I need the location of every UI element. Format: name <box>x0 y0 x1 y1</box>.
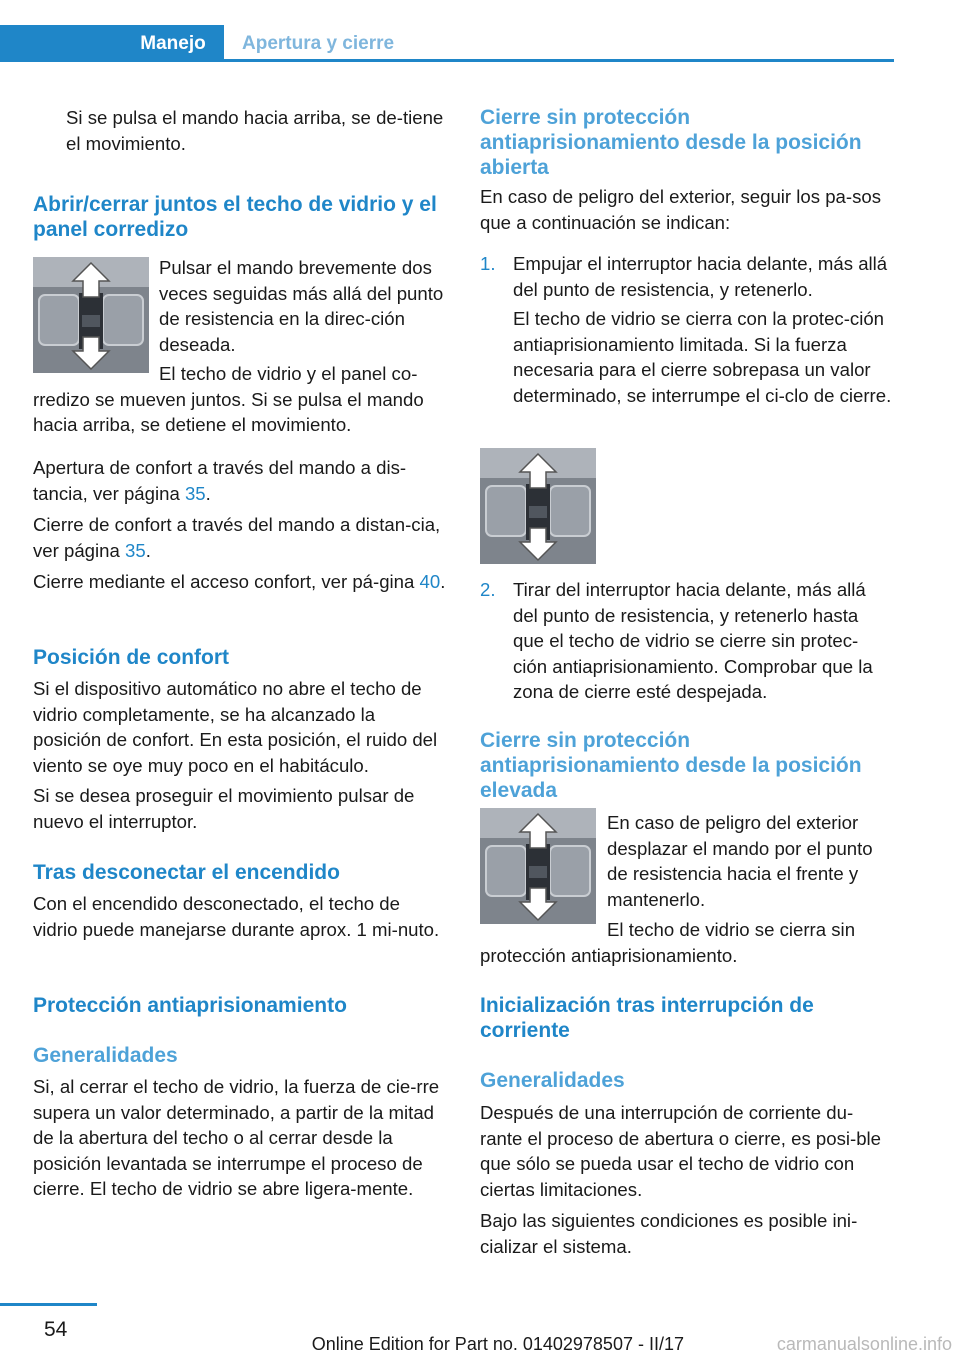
step-1-note: El techo de vidrio se cierra con la protec-ción antiaprisionamiento limitada. Si la fuerza necesaria para el cierre sobrepasa un valor determinado, se interrumpe el ci-clo de cierre. <box>513 308 892 406</box>
step-number-2: 2. <box>480 579 496 600</box>
ref-acceso-dot: . <box>440 571 446 592</box>
ref-apertura-text: Apertura de confort a través del mando a dis-tancia, ver página <box>33 457 407 504</box>
roof-switch-icon <box>480 448 596 564</box>
roof-switch-icon <box>33 257 149 373</box>
watermark: carmanualsonline.info <box>776 1334 952 1354</box>
heading-posicion-confort: Posición de confort <box>33 646 230 669</box>
left-column <box>33 0 447 1300</box>
abrir-paragraph-2: El techo de vidrio y el panel co-rredizo se mueven juntos. Si se pulsa el mando hacia arriba, se detiene el movimiento. <box>33 363 424 435</box>
page-link-35-cierre[interactable]: 35 <box>125 539 146 561</box>
page-number: 54 <box>44 1318 68 1341</box>
heading-cierre-elevada: Cierre sin protección antiaprisionamiento desde la posición elevada <box>480 729 862 802</box>
page-link-40[interactable]: 40 <box>419 571 441 592</box>
step-2-text: Tirar del interruptor hacia delante, más allá del punto de resistencia, y retenerlo hasta que el techo de vidrio se cierre sin protec-ción antiaprisionamiento. Comprobar que la zona de cierre esté despejada. <box>513 579 873 702</box>
ref-apertura-dot: . <box>205 482 211 504</box>
heading-cierre-abierta: Cierre sin protección antiaprisionamiento desde la posición abierta <box>480 106 862 179</box>
edition-note: Online Edition for Part no. 01402978507 - II/17 <box>311 1334 684 1354</box>
page-link-35-apertura[interactable]: 35 <box>184 482 206 504</box>
elevada-paragraph-2: El techo de vidrio se cierra sin protección antiaprisionamiento. <box>480 919 856 966</box>
ref-cierre-dot: . <box>145 539 151 561</box>
header-section-tab[interactable]: Manejo <box>122 25 224 62</box>
heading-generalidades-left: Generalidades <box>33 1044 178 1067</box>
intro-paragraph: Si se pulsa el mando hacia arriba, se de-tiene el movimiento. <box>66 107 444 154</box>
tras-paragraph: Con el encendido desconectado, el techo de vidrio puede manejarse durante aprox. 1 mi-nuto. <box>33 893 440 940</box>
right-column <box>480 0 892 1300</box>
roof-switch-image-2 <box>480 448 596 564</box>
abrir-paragraph-1: Pulsar el mando brevemente dos veces seguidas más allá del punto de resistencia en la direc-ción deseada. <box>159 257 444 355</box>
heading-generalidades-right: Generalidades <box>480 1069 625 1092</box>
init-paragraph-1: Después de una interrupción de corriente du-rante el proceso de abertura o cierre, es posi-ble que sólo se pueda usar el techo de vidrio con ciertas limitaciones. <box>480 1102 882 1200</box>
roof-switch-image <box>33 257 149 373</box>
ref-cierre-text: Cierre de confort a través del mando a distan-cia, ver página <box>33 514 441 561</box>
ref-acceso-text: Cierre mediante el acceso confort, ver pá-gina <box>33 571 420 592</box>
ref-cierre-confort <box>33 512 447 563</box>
ref-apertura-confort <box>33 455 447 506</box>
heading-abrir-cerrar: Abrir/cerrar juntos el techo de vidrio y el panel corredizo <box>33 193 437 241</box>
ref-acceso-confort <box>33 569 447 595</box>
abierta-paragraph: En caso de peligro del exterior, seguir los pa-sos que a continuación se indican: <box>480 186 882 233</box>
roof-switch-icon <box>480 808 596 924</box>
init-paragraph-2: Bajo las siguientes condiciones es posible ini-cializar el sistema. <box>480 1210 858 1257</box>
footer-rule <box>0 1303 97 1306</box>
elevada-paragraph-1: En caso de peligro del exterior desplazar el mando por el punto de resistencia hacia el frente y mantenerlo. <box>607 812 873 910</box>
generalidades-paragraph-left: Si, al cerrar el techo de vidrio, la fuerza de cie-rre supera un valor determinado, a partir de la mitad de la abertura del techo o al cerrar desde la posición levantada se interrumpe el proceso de cierre. El techo de vidrio se abre ligera-mente. <box>33 1076 440 1199</box>
confort-paragraph-1: Si el dispositivo automático no abre el techo de vidrio completamente, se ha alcanzado la posición de confort. En esta posición, el ruido del viento se oye muy poco en el habitáculo. <box>33 678 438 776</box>
roof-switch-image-3 <box>480 808 596 924</box>
heading-inicializacion: Inicialización tras interrupción de corriente <box>480 994 814 1042</box>
header-subsection[interactable]: Apertura y cierre <box>242 33 395 54</box>
confort-paragraph-2: Si se desea proseguir el movimiento pulsar de nuevo el interruptor. <box>33 785 415 832</box>
step-number-1: 1. <box>480 253 496 274</box>
heading-proteccion: Protección antiaprisionamiento <box>33 994 347 1017</box>
step-1-text: Empujar el interruptor hacia delante, más allá del punto de resistencia, y retenerlo. <box>513 253 888 300</box>
heading-tras-desconectar: Tras desconectar el encendido <box>33 861 340 884</box>
